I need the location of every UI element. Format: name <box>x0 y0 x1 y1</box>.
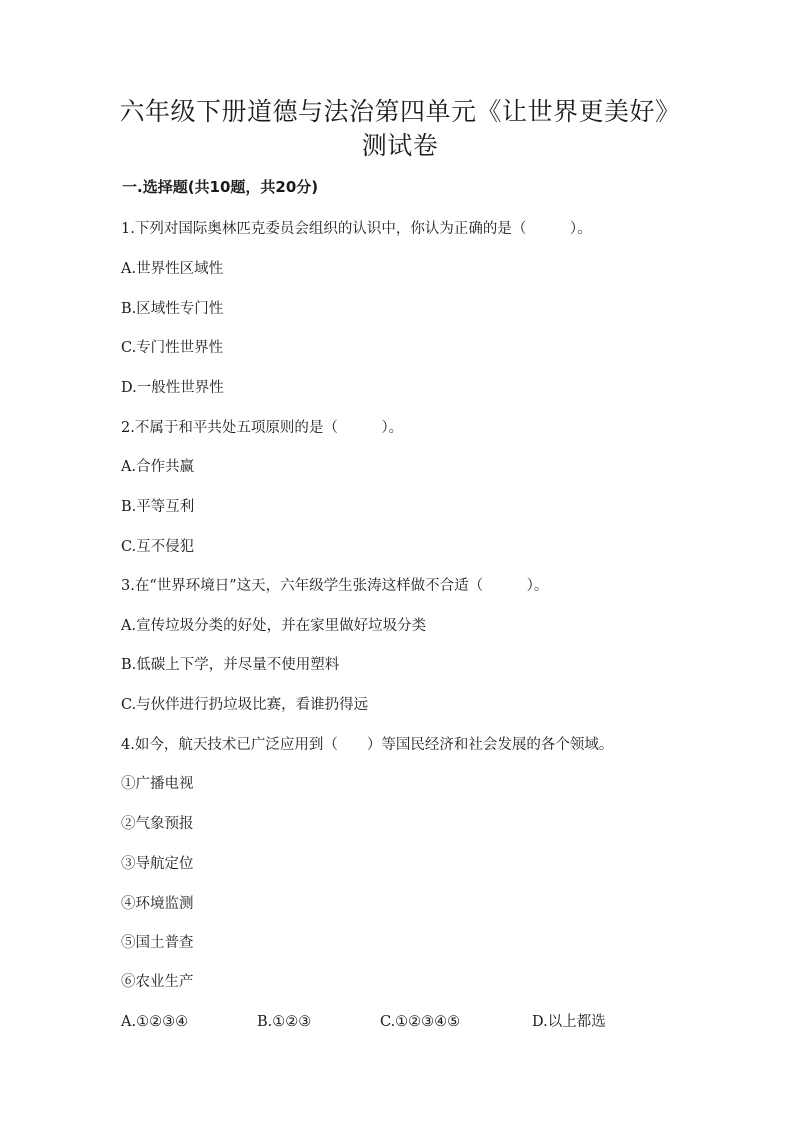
question-1-option-b: B.区域性专门性 <box>121 301 224 317</box>
question-3-option-c: C.与伙伴进行扔垃圾比赛，看谁扔得远 <box>121 697 369 713</box>
question-2-option-c: C.互不侵犯 <box>121 539 195 555</box>
question-1-stem: 1.下列对国际奥林匹克委员会组织的认识中，你认为正确的是（ ）。 <box>121 221 592 237</box>
question-3-stem: 3.在“世界环境日”这天，六年级学生张涛这样做不合适（ ）。 <box>121 578 549 594</box>
section-heading: 一.选择题(共10题，共20分) <box>122 178 319 196</box>
question-4-statement-2: ②气象预报 <box>121 816 194 832</box>
question-4-option-b: B.①②③ <box>257 1014 312 1030</box>
question-4-statement-5: ⑤国土普查 <box>121 935 194 951</box>
question-2-stem: 2.不属于和平共处五项原则的是（ ）。 <box>121 420 404 436</box>
question-3-option-a: A.宣传垃圾分类的好处，并在家里做好垃圾分类 <box>121 618 427 634</box>
document-title-line2: 测试卷 <box>361 131 439 160</box>
question-1-option-a: A.世界性区域性 <box>121 261 224 277</box>
question-2-option-a: A.合作共赢 <box>121 459 195 475</box>
question-1-option-d: D.一般性世界性 <box>121 380 224 396</box>
question-4-statement-6: ⑥农业生产 <box>121 974 194 990</box>
question-3-option-b: B.低碳上下学，并尽量不使用塑料 <box>121 657 340 673</box>
question-4-statement-3: ③导航定位 <box>121 856 194 872</box>
document-title: 六年级下册道德与法治第四单元《让世界更美好》 <box>119 97 681 126</box>
question-4-stem: 4.如今，航天技术已广泛应用到（ ）等国民经济和社会发展的各个领域。 <box>121 737 614 753</box>
question-2-option-b: B.平等互利 <box>121 499 195 515</box>
question-4-option-a: A.①②③④ <box>121 1014 189 1030</box>
question-4-statement-4: ④环境监测 <box>121 896 194 912</box>
question-4-option-c: C.①②③④⑤ <box>380 1014 461 1030</box>
question-4-option-d: D.以上都选 <box>532 1014 606 1030</box>
question-1-option-c: C.专门性世界性 <box>121 340 224 356</box>
question-4-statement-1: ①广播电视 <box>121 776 194 792</box>
